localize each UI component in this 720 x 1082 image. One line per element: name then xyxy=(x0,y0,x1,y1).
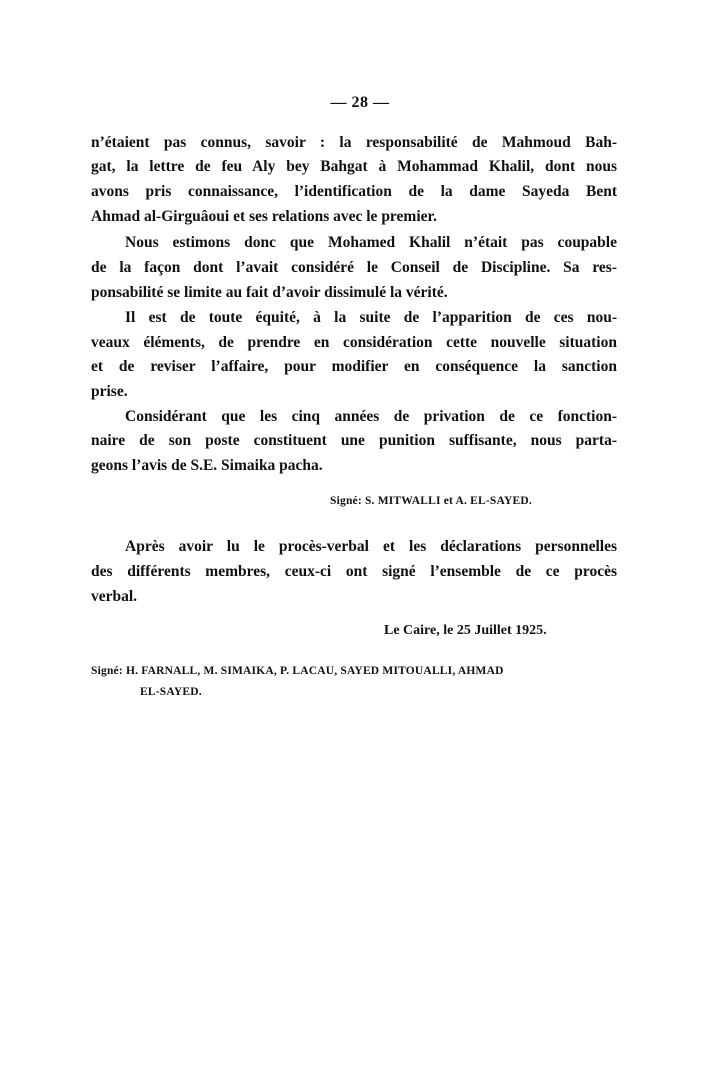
text-line: des différents membres, ceux-ci ont signé l’ensemble de ce procès xyxy=(91,563,617,580)
text-line: Après avoir lu le procès-verbal et les déclarations personnelles xyxy=(125,538,617,555)
final-signatures-line-1: Signé: H. FARNALL, M. SIMAIKA, P. LACAU, SAYED MITOUALLI, AHMAD xyxy=(91,665,504,677)
place-date: Le Caire, le 25 Juillet 1925. xyxy=(384,623,547,638)
final-signatures-line-2: EL-SAYED. xyxy=(140,686,202,698)
text-line: verbal. xyxy=(91,588,138,605)
text-line: gat, la lettre de feu Aly bey Bahgat à Mohammad Khalil, dont nous xyxy=(91,158,617,175)
text-line: Il est de toute équité, à la suite de l’apparition de ces nou- xyxy=(125,309,617,326)
page-number: — 28 — xyxy=(330,94,390,111)
text-line: geons l’avis de S.E. Simaika pacha. xyxy=(91,457,323,474)
text-line: Considérant que les cinq années de privation de ce fonction- xyxy=(125,408,617,425)
text-line: Nous estimons donc que Mohamed Khalil n’était pas coupable xyxy=(125,234,617,251)
text-line: prise. xyxy=(91,383,128,400)
text-line: avons pris connaissance, l’identification de la dame Sayeda Bent xyxy=(91,183,617,200)
signature-line: Signé: S. MITWALLI et A. EL-SAYED. xyxy=(330,495,532,507)
text-line: veaux éléments, de prendre en considération cette nouvelle situation xyxy=(91,334,617,351)
text-line: n’étaient pas connus, savoir : la responsabilité de Mahmoud Bah- xyxy=(91,134,617,151)
text-line: naire de son poste constituent une punition suffisante, nous parta- xyxy=(91,432,617,449)
text-line: Ahmad al-Girguâoui et ses relations avec le premier. xyxy=(91,208,437,225)
text-line: de la façon dont l’avait considéré le Conseil de Discipline. Sa res- xyxy=(91,259,617,276)
text-line: ponsabilité se limite au fait d’avoir dissimulé la vérité. xyxy=(91,284,448,301)
text-line: et de reviser l’affaire, pour modifier en conséquence la sanction xyxy=(91,358,617,375)
